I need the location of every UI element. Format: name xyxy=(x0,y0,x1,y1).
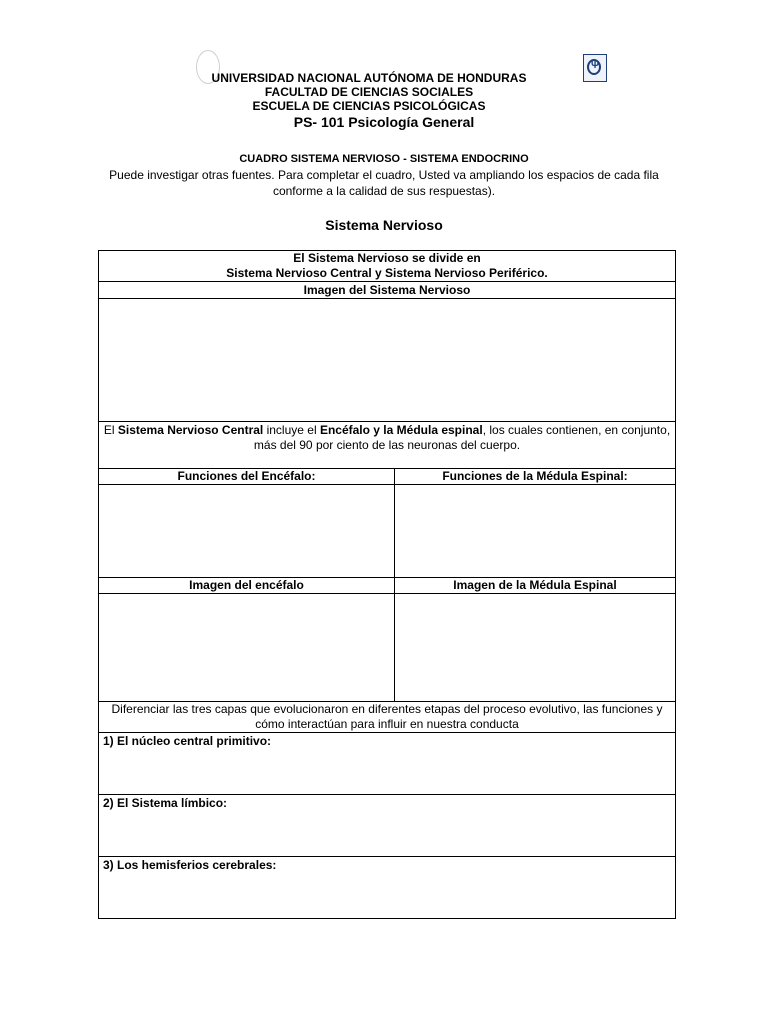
functions-encephalon-label: Funciones del Encéfalo: xyxy=(99,469,395,485)
nervous-system-table xyxy=(98,250,676,919)
snc-bold-1: Sistema Nervioso Central xyxy=(117,423,264,437)
question-3-cell[interactable] xyxy=(99,857,676,919)
image-encephalon-label: Imagen del encéfalo xyxy=(99,578,395,594)
image-nervous-system-box[interactable] xyxy=(99,299,676,422)
differentiate-prompt: Diferenciar las tres capas que evolucionaron en diferentes etapas del proceso evolutivo, las funciones y cómo interactúan para influir en nuestra conducta xyxy=(99,702,676,733)
snc-text-3: , los cuales contienen, en conjunto, más del 90 por ciento de las neuronas del cuerpo. xyxy=(253,423,671,452)
school-name: ESCUELA DE CIENCIAS PSICOLÓGICAS xyxy=(252,99,486,113)
question-1-label: 1) El núcleo central primitivo: xyxy=(103,734,272,748)
snc-text-1: El xyxy=(103,423,118,437)
psi-icon: Ψ xyxy=(590,60,600,71)
snc-text-2: incluye el xyxy=(263,423,320,437)
division-line-2: Sistema Nervioso Central y Sistema Nervioso Periférico. xyxy=(226,266,548,280)
image-encephalon-box[interactable] xyxy=(99,594,395,702)
question-2-label: 2) El Sistema límbico: xyxy=(103,796,228,810)
question-1-cell[interactable] xyxy=(99,733,676,795)
snc-description-cell xyxy=(99,422,676,469)
image-spinal-box[interactable] xyxy=(395,594,676,702)
course-title: PS- 101 Psicología General xyxy=(293,114,475,130)
question-2-cell[interactable] xyxy=(99,795,676,857)
question-3-label: 3) Los hemisferios cerebrales: xyxy=(103,858,277,872)
functions-spinal-box[interactable] xyxy=(395,485,676,578)
division-line-1: El Sistema Nervioso se divide en xyxy=(293,251,481,265)
instructions-text: Puede investigar otras fuentes. Para completar el cuadro, Usted va ampliando los espacios de cada fila conforme a la calidad de sus respuestas). xyxy=(109,168,659,198)
division-header-cell xyxy=(99,251,676,282)
functions-encephalon-box[interactable] xyxy=(99,485,395,578)
image-nervous-system-label: Imagen del Sistema Nervioso xyxy=(99,282,676,299)
faculty-name: FACULTAD DE CIENCIAS SOCIALES xyxy=(264,85,474,99)
image-spinal-label: Imagen de la Médula Espinal xyxy=(395,578,676,594)
assignment-title: CUADRO SISTEMA NERVIOSO - SISTEMA ENDOCRINO xyxy=(239,153,529,165)
university-name: UNIVERSIDAD NACIONAL AUTÓNOMA DE HONDURAS xyxy=(211,71,527,85)
section-title: Sistema Nervioso xyxy=(325,217,443,233)
functions-spinal-label: Funciones de la Médula Espinal: xyxy=(395,469,676,485)
snc-bold-2: Encéfalo y la Médula espinal xyxy=(319,423,483,437)
